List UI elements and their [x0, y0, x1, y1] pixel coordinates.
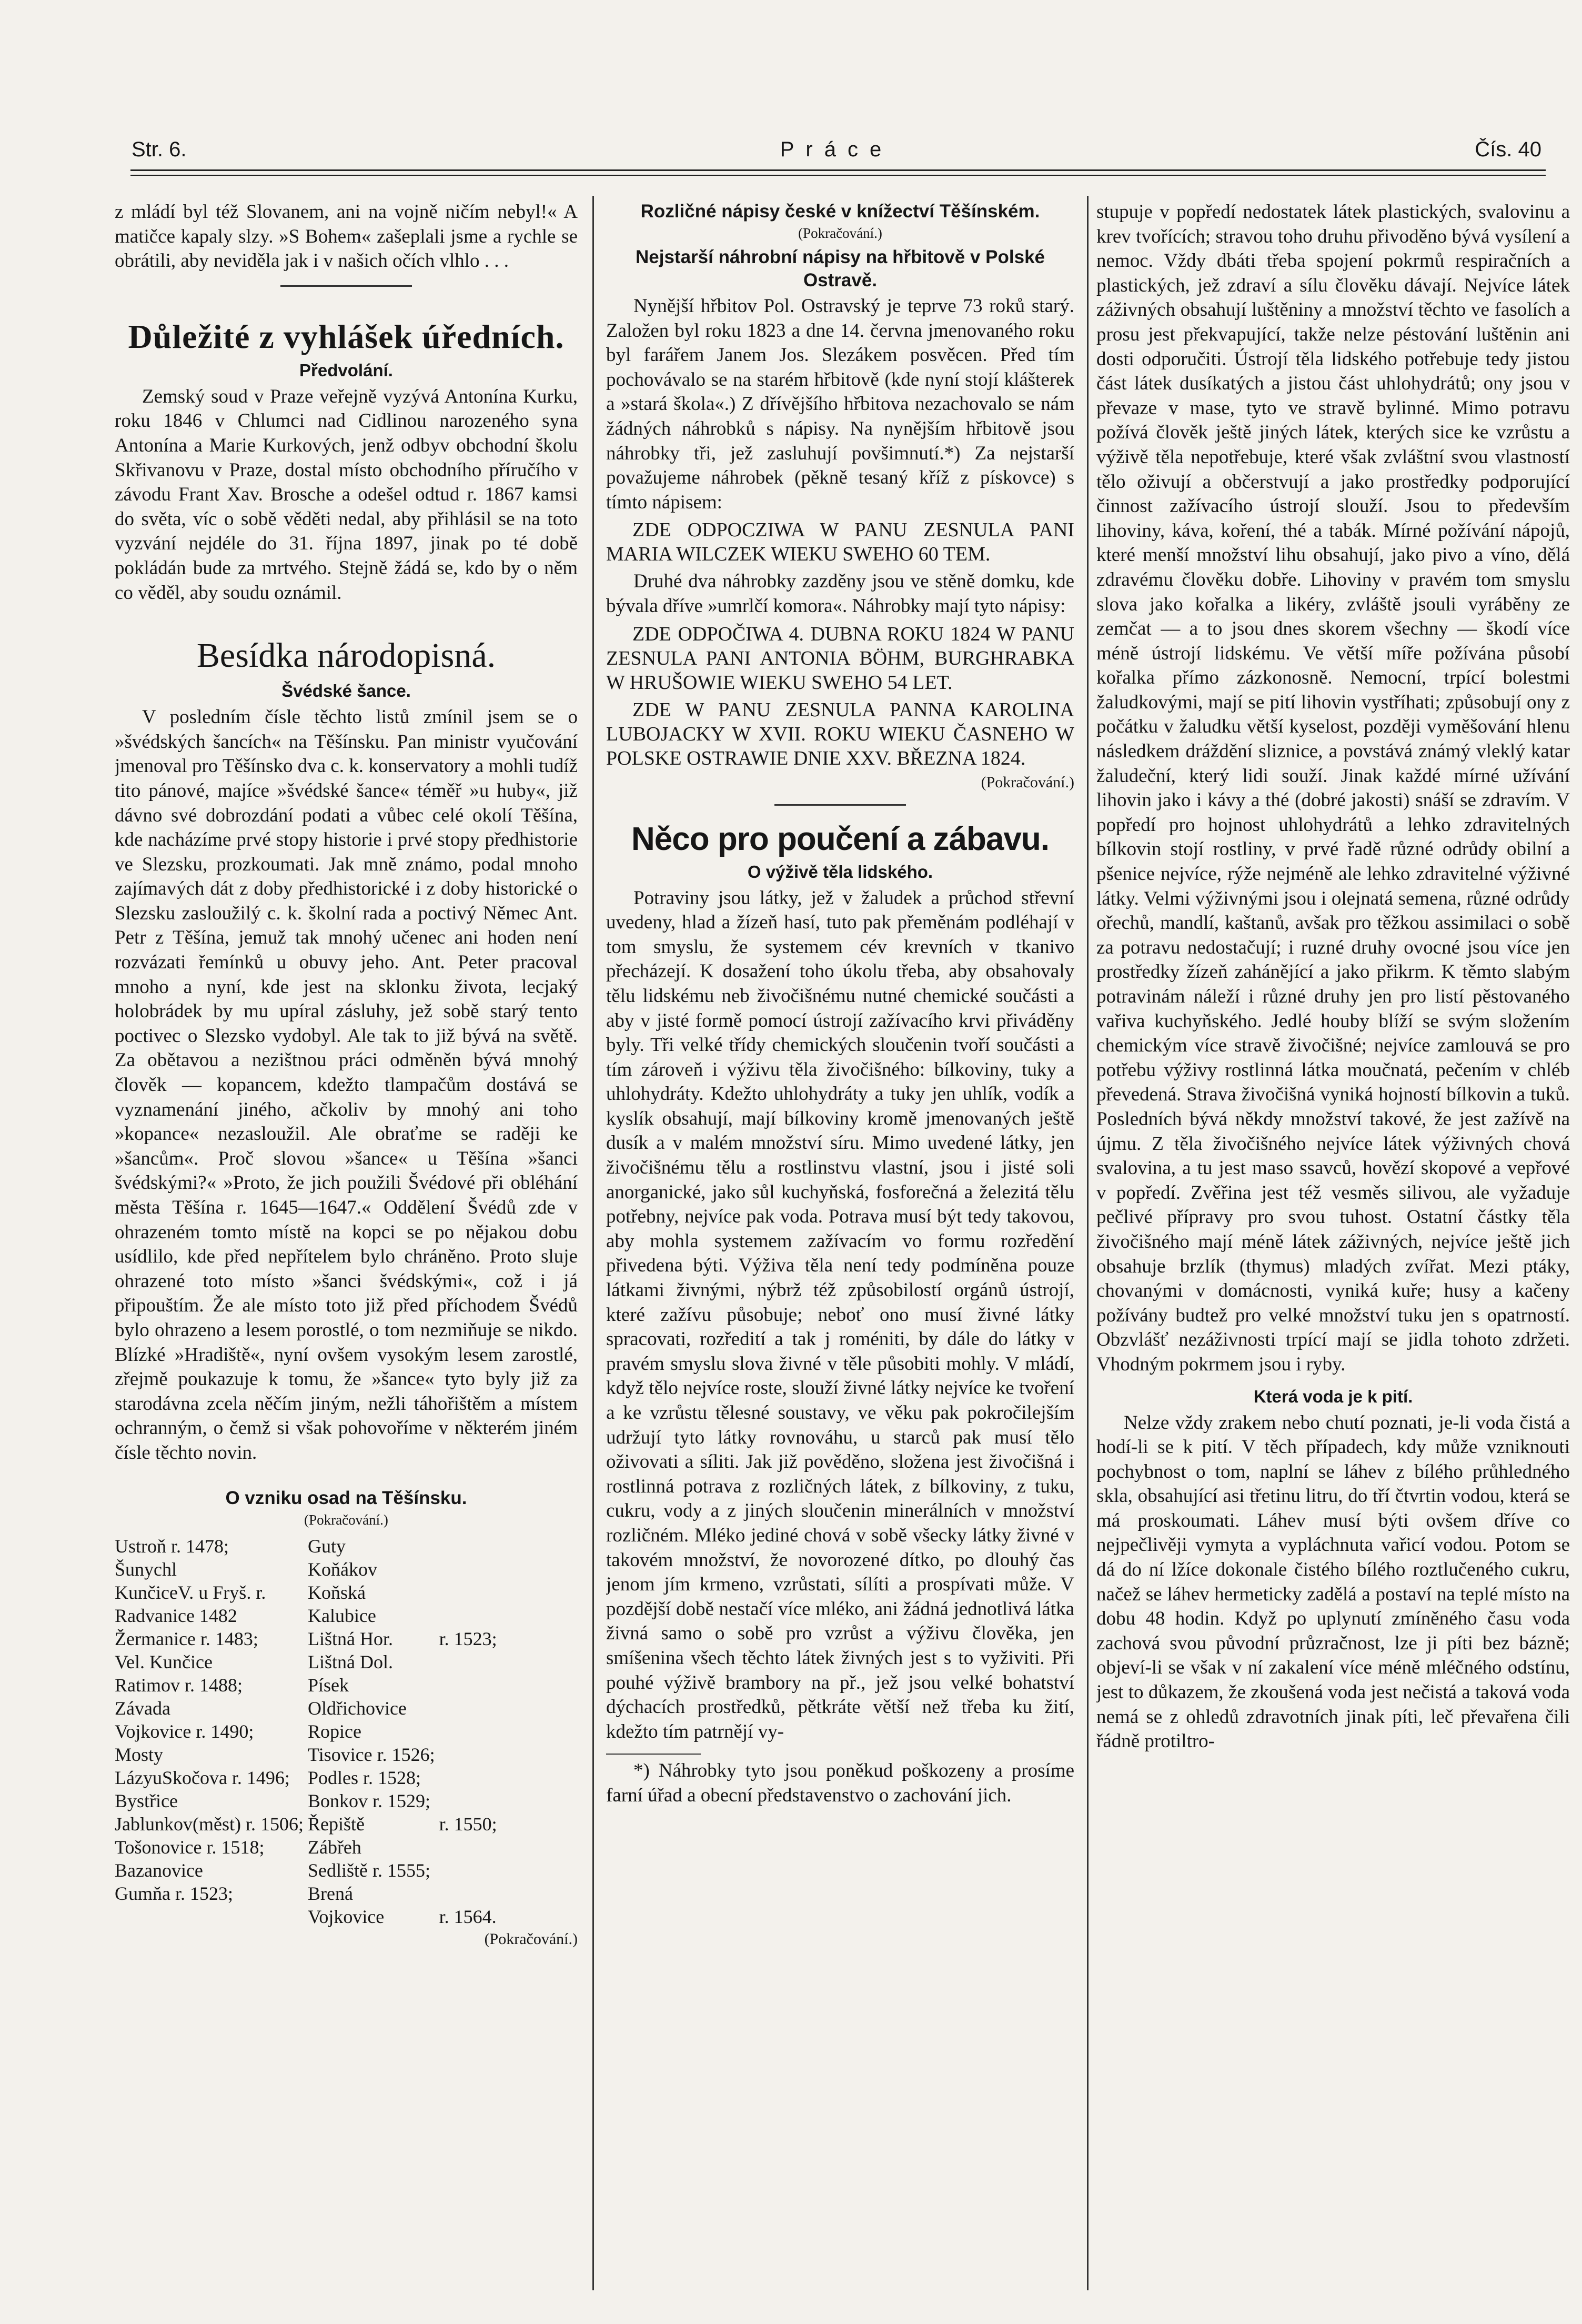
paragraph: Zemský soud v Praze veřejně vyzývá Antonína Kurku, roku 1846 v Chlumci nad Cidlinou narozeného syna Antonína a Marie Kurkových, jenž odbyv obchodní školu Skřivanovu v Praze, dostal místo obchodního příručího v závodu Frant Xav. Brosche a odešel odtud r. 1867 kamsi do světa, víc o sobě věděti nedal, aby přihlásil se na toto vyzvání nejdéle do 31. října 1897, jinak po té době pokládán bude za mrtvého. Stejně žádá se, kdo by o něm co věděl, aby soudu oznámil.	[115, 385, 578, 604]
table-cell: Písek	[307, 1674, 349, 1696]
table-cell: Koňákov	[307, 1558, 377, 1580]
table-row	[115, 1766, 501, 1789]
page-number: Str. 6.	[132, 138, 187, 161]
table-row	[115, 1697, 501, 1720]
table-cell: Guty	[307, 1535, 346, 1557]
nutrition-text-continued	[1096, 200, 1570, 1377]
table-cell: Lištná Hor.	[307, 1628, 393, 1649]
table-cell: Podles r. 1528;	[307, 1767, 421, 1788]
table-cell	[439, 1789, 501, 1812]
table-cell: Vojkovice	[307, 1906, 385, 1927]
table-cell	[439, 1836, 501, 1859]
settlements-table	[115, 1535, 501, 1928]
separator-rule	[280, 285, 412, 287]
table-cell	[439, 1859, 501, 1882]
table-row	[115, 1650, 501, 1674]
table-cell	[439, 1720, 501, 1743]
table-row	[115, 1674, 501, 1697]
table-cell: Ustroň r. 1478;	[115, 1535, 229, 1557]
table-cell: Závada	[115, 1697, 170, 1719]
table-row	[115, 1836, 501, 1859]
footnote: *) Náhrobky tyto jsou poněkud poškozeny a prosíme farní úřad a obecní představenstvo o zachování jich.	[606, 1760, 1074, 1806]
continued-note: (Pokračování.)	[304, 1511, 388, 1528]
table-cell: Koňská	[307, 1581, 366, 1603]
cemetery-text	[606, 294, 1074, 515]
ethnography-text	[115, 705, 578, 1465]
table-cell: Zábřeh	[307, 1836, 361, 1858]
footnote-rule	[606, 1754, 701, 1755]
table-cell: Brená	[307, 1882, 353, 1904]
inscription-1: ZDE ODPOCZIWA W PANU ZESNULA PANI MARIA WILCZEK WIEKU SWEHO 60 TEM.	[606, 519, 1074, 566]
table-cell: r. 1523;	[439, 1628, 497, 1649]
continued-note-table: (Pokračování.)	[484, 1930, 578, 1948]
paragraph: Nynější hřbitov Pol. Ostravský je teprve 73 roků starý. Založen byl roku 1823 a dne 14. června jmenovaného roku byl farářem Janem Jos. Slezákem posvěcen. Před tím pochovávalo se na starém hřbitově (kde nyní stojí klášterek a »stará škola«.) Z dřívějšího hřbitova nezachovalo se nám žádných náhrobků s nápisy. Na nynějším hřbitově jsou náhrobky tři, jež zasluhují povšimnutí.*) Za nejstarší považujeme náhrobek (pěkně tesaný kříž z pískovce) s tímto nápisem:	[606, 295, 1074, 513]
section-subtitle-tombstones: Nejstarší náhrobní nápisy na hřbitově v Polské Ostravě.	[635, 247, 1045, 290]
table-cell	[439, 1604, 501, 1627]
header-rule	[130, 169, 1546, 176]
table-cell: Tisovice r. 1526;	[307, 1744, 435, 1765]
table-cell: Sedliště r. 1555;	[307, 1859, 430, 1881]
table-cell: Gumňa r. 1523;	[115, 1882, 233, 1904]
table-cell: r. 1564.	[439, 1906, 497, 1927]
section-subtitle-nutrition: O výživě těla lidského.	[747, 862, 933, 881]
table-cell: Ropice	[307, 1720, 361, 1742]
table-cell	[439, 1674, 501, 1697]
column-divider-2	[1087, 196, 1089, 2290]
column-3	[1096, 200, 1570, 2300]
table-cell: r. 1550;	[439, 1813, 497, 1835]
section-subtitle-swedish-ramparts: Švédské šance.	[281, 681, 411, 701]
section-title-inscriptions: Rozličné nápisy české v knížectví Těšínském.	[640, 201, 1040, 222]
paragraph: Nelze vždy zrakem nebo chutí poznati, je-li voda čistá a hodí-li se k pití. V těch případech, kdy může vzniknouti pochybnost o tom, naplní se láhev z bílého průhledného skla, obsahující asi třetinu litru, do tří čtvrtin vodou, která se má proskoumati. Láhev musí býti ovšem dříve co nejpečlivěji vymyta a vypláchnuta vařicí vodou. Potom se dá do ní lžíce dokonale čistého bílého roztlučeného cukru, načež se láhev hermeticky zadělá a postaví na teplé místo na dobu 48 hodin. Když po uplynutí zmíněného času voda zachová svou původní průzračnost, lze ji píti bez bázně; objeví-li se však v ní zakalení více méně mléčného odstínu, jest to důkazem, že zkoušená voda jest nečistá a taková voda nemá se z ohledů zdravotních jinak píti, leč převařena čili řádně protiltro-	[1096, 1411, 1570, 1752]
table-cell	[115, 1905, 308, 1928]
inscription-3: ZDE W PANU ZESNULA PANNA KAROLINA LUBOJACKY W XVII. ROKU WIEKU ČASNEHO W POLSKE OSTRAWIE DNIE XXV. BŘEZNA 1824.	[606, 698, 1074, 769]
table-cell	[439, 1743, 501, 1766]
table-row	[115, 1535, 501, 1558]
section-subtitle-drinking-water: Která voda je k pití.	[1253, 1386, 1413, 1406]
continued-note: (Pokračování.)	[981, 773, 1074, 791]
inscription-2: ZDE ODPOČIWA 4. DUBNA ROKU 1824 W PANU ZESNULA PANI ANTONIA BÖHM, BURGHRABKA W HRUŠOWIE WIEKU SWEHO 54 LET.	[606, 623, 1074, 694]
table-row	[115, 1604, 501, 1627]
table-cell	[439, 1650, 501, 1674]
table-cell	[439, 1697, 501, 1720]
section-title-settlements: O vzniku osad na Těšínsku.	[225, 1487, 467, 1508]
continued-note: (Pokračování.)	[798, 225, 882, 241]
table-cell: Vojkovice r. 1490;	[115, 1720, 254, 1742]
paragraph: z mládí byl též Slovanem, ani na vojně ničím nebyl!« A matičce kapaly slzy. »S Bohem« zašeplali jsme a rychle se obrátili, aby neviděla jak i v našich očích vlhlo . . .	[115, 201, 578, 272]
table-cell: Bazanovice	[115, 1859, 203, 1881]
table-cell: LázyuSkočova r. 1496;	[115, 1767, 290, 1788]
table-cell	[439, 1766, 501, 1789]
table-cell: Ratimov r. 1488;	[115, 1674, 243, 1696]
table-cell: Radvanice 1482	[115, 1605, 237, 1626]
table-cell: Tošonovice r. 1518;	[115, 1836, 265, 1858]
newspaper-title: Práce	[780, 138, 893, 161]
cemetery-text-2	[606, 569, 1074, 618]
table-row	[115, 1905, 501, 1928]
paragraph: stupuje v popředí nedostatek látek plastických, svalovinu a krev tvořících; stravou toho druhu přivoděno bývá vysílení a nemoc. Vždy dbáti třeba spojení pokrmů respiračních a plastických, jež zdraví a sílu člověku dávají. Nejvíce látek záživných obsahují luštěniny a množství těchto ve fasolích a prosu jest překvapující, takže nelze péstování luštěnin ani dosti odporučiti. Ústrojí těla lidského potřebuje tedy jistou část látek dusíkatých a jistou část uhlohydrátů; ony jsou v převaze v mase, tyto ve stravě bylinné. Mimo potravu požívá člověk ještě jiných látek, kterých sice ke vzrůstu a výživě těla nepotřebuje, které však zvláštní svou vlastností tělo oživují a občerstvují a jako prostředky podporující činnost zažívacího ústrojí slouží. Jsou to především lihoviny, káva, koření, thé a tabák. Mírné požívání nápojů, které menší množství lihu obsahují, jako pivo a víno, dělá zdravému člověku dobře. Lihoviny v pravém tom smyslu slova jako kořalka a likéry, zvláště jsouli vyráběny ze zemčat — a to jsou dnes skorem všechny — škodí více méně ústrojí lidskému. Ve větší míře požívána působí kořalka přímo zázkonosně. Nemocní, trpící bolestmi žaludkovými, mají se pití lihovin vystříhati; způsobují ony z počátku v žaludku větší kyselost, později vyměšování hlenu následkem dráždění sliznice, a povstává známý vleklý katar žaludeční, který lidi souží. Jinak každé mírné užívání lihovin jako i kávy a thé (dobré jakosti) snáší se zdravím. V popředí pro hojnost uhlohydrátů a lehko zdravitelných bílkovin stojí rostliny, v prvé řadě různé odrůdy obilní a pšenice nejvíce, rýže nejméně ale lehko zdravitelné výživné látky. Velmi výživnými jsou i olejnatá semena, různé odrůdy ořechů, mandlí, kaštanů, avšak pro těžkou assimilaci o sobě za potravu nedostačují; i ruzné druhy ovocné jsou více jen prostředky žízeň zahánějící a jako přikrm. K těmto slabým potravinám náleží i různé druhy jen pro listí pěstovaného vařiva kuchyňského. Jedlé houby blíží se svým složením chemickým více stravě živočišné; nejvíce zamlouvá se pro potřebu výživy rostlinná látka moučnatá, pečením v chléb převedená. Strava živočišná vyniká hojností bílkovin a tuků. Posledních bývá někdy množství takové, že jest zažívě na újmu. Z těla živočišného nejvíce látek výživných chová svalovina, a tu jest maso ssavců, hovězí skopové a vepřové v popředí. Zvěřina jest též vesměs silivou, ale vyžaduje pečlivé přípravy pro svou tuhost. Ostatní částky těla živočišného mají méně látek záživných, nejvíce ještě jich obsahuje brzlík (thymus) mladých zvířat. Mezi ptáky, chovanými v domácnosti, vyniká kuře; husy a kačeny požívány budtež pro velké množství tuku jen s opatrností. Obzvlášť nezáživnosti trpící mají se jidla tohoto zdržeti. Vhodným pokrmem jsou i ryby.	[1096, 201, 1570, 1375]
table-row	[115, 1882, 501, 1905]
table-cell	[439, 1535, 501, 1558]
table-cell: KunčiceV. u Fryš. r.	[115, 1581, 266, 1603]
table-row	[115, 1812, 501, 1836]
separator-rule	[774, 804, 906, 806]
paragraph: V posledním čísle těchto listů zmínil jsem se o »švédských šancích« na Těšínsku. Pan ministr vyučování jmenoval pro Těšínsko dva c. k. konservatory a mohli tudíž tito pánové, majíce »švédské šance« téměř »u huby«, již dávno své dobrozdání podati a vůbec celé okolí Těšína, kde nacházíme prvé stopy historie i prvé stopy předhistorie ve Slezsku, prozkoumati. Jak mně známo, podal mnoho zajímavých dát z doby předhistorické i z doby historické o Slezsku zasloužilý c. k. školní rada a poctivý Němec Ant. Petr z Těšína, jemuž tak mnohý učenec ani hoden není rozvázati řemínků u obuvy jeho. Ant. Peter pracoval mnoho a nyní, kde jest na sklonku života, lecjaký holobrádek by mu upíral zásluhy, jež sobě starý tento poctivec o Slezsko vydobyl. Ale tak to již bývá na světě. Za obětavou a nezištnou práci odměněn bývá mnohý člověk — kopancem, kdežto tlampačům dostává se vyznamenání jiného, ačkoliv by mnohý ani toho »kopance« nezasloužil. Ale obraťme se raději ke »šancům«. Proč slovou »šance« u Těšína »šanci švédskými?« »Proto, že jich použili Švédové při obléhání města Těšína r. 1645—1647.« Oddělení Švédů zde v ohrazeném tomto místě na kopci se po nějakou dobu usídlilo, kde před nepřítelem bylo chráněno. Proto sluje ohrazené toto místo »šanci švédskými«, což i já připouštím. Že ale místo toto již před příchodem Švédů bylo ohrazeno a lesem porostlé, o tom nezmiňuje se nikdo. Blízké »Hradiště«, nyní ovšem vysokým lesem zarostlé, zřejmě poukazuje k tomu, že »šance« tyto byly již za starodávna zcela něčím jiným, nežli táhořištěm a místem ochranným, o čemž si však pohovoříme v některém jiném čísle těchto novin.	[115, 706, 578, 1464]
column-divider-1	[592, 196, 594, 2290]
section-title-education: Něco pro poučení a zábavu.	[631, 820, 1049, 857]
column-2	[606, 200, 1074, 2300]
table-row	[115, 1859, 501, 1882]
table-row	[115, 1743, 501, 1766]
table-cell: Jablunkov(měst) r. 1506;	[115, 1813, 304, 1835]
issue-number: Čís. 40	[1475, 138, 1541, 161]
table-cell: Mosty	[115, 1744, 164, 1765]
table-cell: Kalubice	[307, 1605, 376, 1626]
intro-text	[115, 200, 578, 274]
table-cell	[439, 1581, 501, 1604]
table-cell: Lištná Dol.	[307, 1651, 393, 1672]
table-cell: Bonkov r. 1529;	[307, 1790, 430, 1811]
nutrition-text	[606, 886, 1074, 1745]
section-subtitle-summons: Předvolání.	[299, 360, 393, 380]
notice-text	[115, 385, 578, 605]
table-cell: Bystřice	[115, 1790, 178, 1811]
table-row	[115, 1627, 501, 1650]
section-title-notices: Důležité z vyhlášek úředních.	[128, 317, 565, 355]
table-row	[115, 1581, 501, 1604]
drinking-water-text	[1096, 1411, 1570, 1754]
section-title-ethnography: Besídka národopisná.	[196, 636, 496, 675]
table-row	[115, 1789, 501, 1812]
paragraph: Druhé dva náhrobky zazděny jsou ve stěně domku, kde bývala dříve »umrlčí komora«. Náhrobky mají tyto nápisy:	[606, 570, 1074, 617]
table-row	[115, 1720, 501, 1743]
table-cell: Vel. Kunčice	[115, 1651, 213, 1672]
column-1	[115, 200, 578, 2300]
table-cell: Žermanice r. 1483;	[115, 1628, 258, 1649]
table-cell: Oldřichovice	[307, 1697, 407, 1719]
table-cell	[439, 1558, 501, 1581]
table-cell	[439, 1882, 501, 1905]
table-cell: Šunychl	[115, 1558, 177, 1580]
table-row	[115, 1558, 501, 1581]
table-cell: Řepiště	[307, 1813, 365, 1835]
paragraph: Potraviny jsou látky, jež v žaludek a průchod střevní uvedeny, hlad a žízeň hasí, tuto pak přeměnám podléhají v tom smyslu, že systemem cév krevních v tkanivo přecházejí. K dosažení toho úkolu třeba, aby obsahovaly tělu lidskému neb živočišnému nutné chemické součásti a aby v jisté formě pomocí ústrojí zažívacího krvi přiváděny byly. Tři velké třídy chemických sloučenin tvoří součásti a tím zároveň i výživu těla živočišného: bílkoviny, tuky a uhlohydráty. Kdežto uhlohydráty a tuky jen uhlík, vodík a kyslík obsahují, mají bílkoviny kromě jmenovaných ještě dusík a v malém množství síru. Mimo uvedené látky, jen živočišnému tělu a rostlinstvu vlastní, jsou i jisté soli anorganické, jako sůl kuchyňská, fosforečná a železitá tělu potřebny, nejvíce pak voda. Potrava musí být tedy takovou, aby mohla systemem zažívacím vo formu rozředění přivedena býti. Výživa těla není tedy podmíněna pouze látkami živnými, nýbrž též způsobilostí orgánů ústrojí, které zažívu působuje; neboť ono musí živné látky spracovati, rozředití a tak j roméniti, by dále do látky v pravém smyslu slova živné v těle působiti mohly. V mládí, když tělo nejvíce roste, slouží živné látky nejvíce ke tvoření a ke vzrůstu tělesné soustavy, ve věku pak pokročilejším udržují tyto látky rovnováhu, u starců pak musí tělo oživovati a síliti. Jak již pověděno, složena jest živočišná i rostlinná potrava z rozličných látek, z bílkoviny, z tuku, cukru, vody a z jiných sloučenin minerálních v množství rozličném. Mléko jediné chová v sobě všecky látky živné v takovém množství, že novorozené dítko, po dlouhý čas jenom jím krmeno, vzrůstati, sílíti a prospívati může. V pozdější době nestačí více mléko, ani žádná jednotlivá látka živná samo o sobě pro vzrůst a výživu člověka, jen smíšenina všech těchto látek živných jest s to vyživiti. Při pouhé výživě brambory na př., jež jsou velké bohatství dýchacích prostředků, pětkráte větší než třeba ku žití, kdežto tím patrnějí vy-	[606, 887, 1074, 1742]
